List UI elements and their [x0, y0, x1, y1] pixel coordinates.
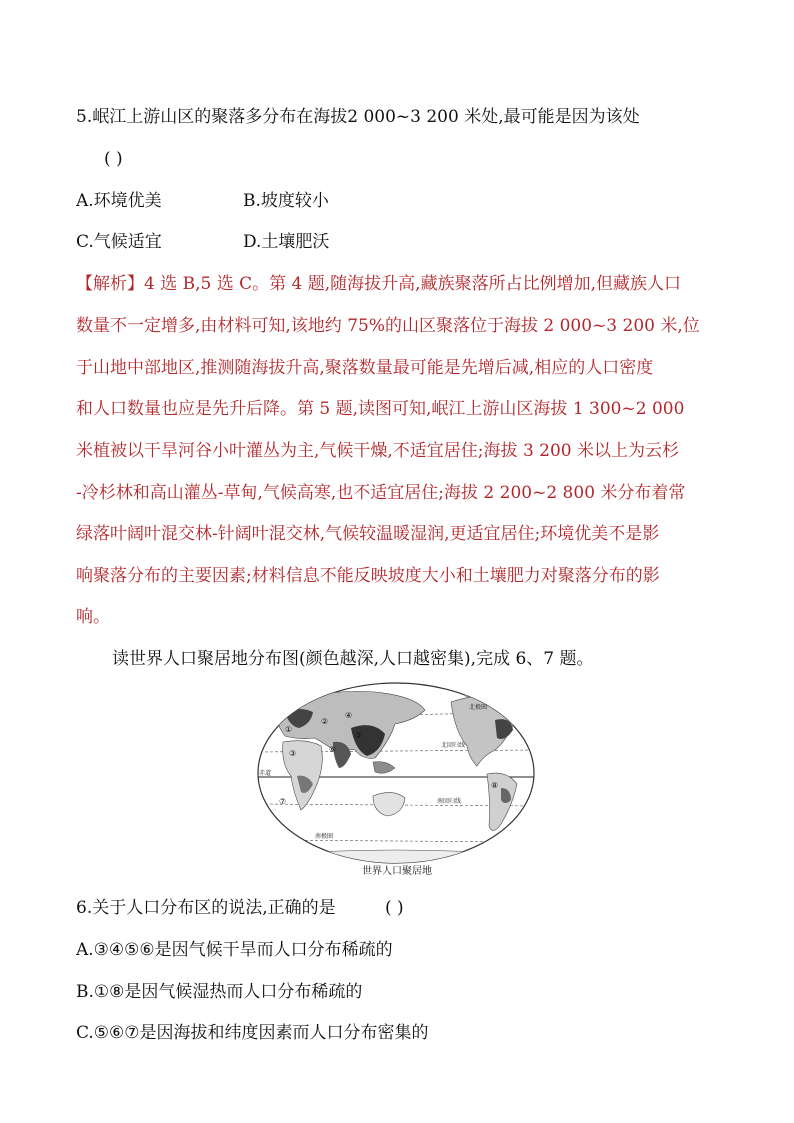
q6-stem: 6.关于人口分布区的说法,正确的是 [76, 898, 336, 918]
arctic-circle-label: 北极圈 [469, 704, 488, 711]
marker-6: ⑥ [329, 745, 337, 754]
analysis-line-1: 【解析】4 选 B,5 选 C。第 4 题,随海拔升高,藏族聚落所占比例增加,但藏族人口 [76, 274, 681, 294]
world-population-map [255, 680, 537, 880]
q6-option-a: A.③④⑤⑥是因气候干旱而人口分布稀疏的 [76, 940, 393, 960]
marker-8: ⑧ [491, 781, 499, 790]
antarctic-circle-label: 南极圈 [315, 833, 334, 840]
map-intro: 读世界人口聚居地分布图(颜色越深,人口越密集),完成 6、7 题。 [112, 649, 594, 669]
equator-label: 赤道 [259, 770, 272, 777]
q5-option-d: D.土壤肥沃 [243, 232, 330, 252]
q5-option-a: A.环境优美 [76, 191, 162, 211]
analysis-line-3: 于山地中部地区,推测随海拔升高,聚落数量最可能是先增后减,相应的人口密度 [76, 358, 654, 378]
marker-5: ⑤ [355, 731, 363, 740]
q5-option-c: C.气候适宜 [76, 232, 162, 252]
map-graphic [255, 680, 537, 866]
q5-option-b: B.坡度较小 [243, 191, 329, 211]
tropic-north-label: 北回归线 [441, 742, 466, 749]
analysis-line-6: -冷杉林和高山灌丛-草甸,气候高寒,也不适宜居住;海拔 2 200~2 800 米分布着常 [76, 483, 686, 503]
analysis-line-4: 和人口数量也应是先升后降。第 5 题,读图可知,岷江上游山区海拔 1 300~2 000 [76, 399, 685, 419]
analysis-line-2: 数量不一定增多,由材料可知,该地约 75%的山区聚落位于海拔 2 000~3 200 米,位 [76, 316, 700, 336]
analysis-line-5: 米植被以干旱河谷小叶灌丛为主,气候干燥,不适宜居住;海拔 3 200 米以上为云杉 [76, 441, 680, 461]
marker-3: ③ [289, 749, 297, 758]
map-caption: 世界人口聚居地 [362, 866, 432, 877]
q6-option-b: B.①⑧是因气候湿热而人口分布稀疏的 [76, 982, 363, 1002]
analysis-line-9: 响。 [76, 607, 110, 627]
analysis-line-8: 响聚落分布的主要因素;材料信息不能反映坡度大小和土壤肥力对聚落分布的影 [76, 566, 660, 586]
q6-option-c: C.⑤⑥⑦是因海拔和纬度因素而人口分布密集的 [76, 1023, 429, 1043]
marker-2: ② [321, 717, 329, 726]
analysis-line-7: 绿落叶阔叶混交林-针阔叶混交林,气候较温暖湿润,更适宜居住;环境优美不是影 [76, 524, 660, 544]
tropic-south-label: 南回归线 [437, 798, 462, 805]
q5-stem: 5.岷江上游山区的聚落多分布在海拔2 000~3 200 米处,最可能是因为该处 [76, 107, 640, 127]
marker-7: ⑦ [279, 797, 287, 806]
q6-answer-blank: ( ) [385, 898, 404, 918]
marker-1: ① [285, 725, 293, 734]
marker-4: ④ [345, 711, 353, 720]
q5-answer-blank: ( ) [104, 149, 123, 169]
